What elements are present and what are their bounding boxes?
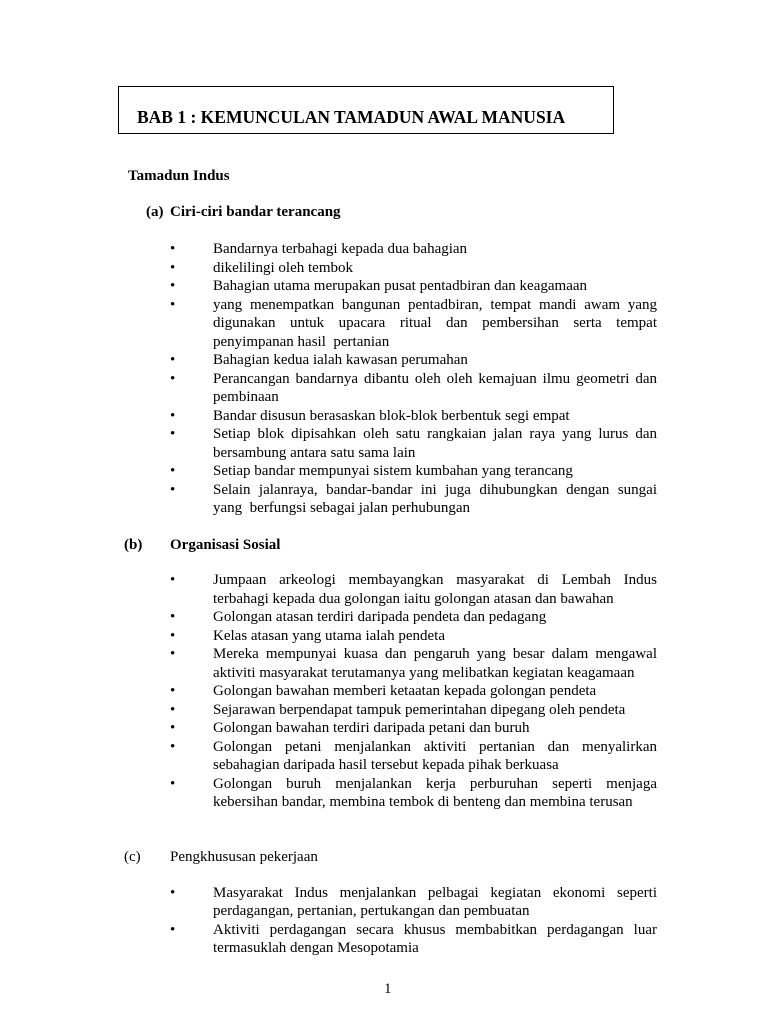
- list-item-line: Golongan buruh menjalankan kerja perburuhan seperti menjaga: [213, 775, 657, 792]
- list-item-line: dikelilingi oleh tembok: [213, 259, 353, 276]
- section-a-list: [0, 240, 768, 518]
- list-item: [0, 481, 768, 518]
- bullet-icon: •: [170, 426, 176, 442]
- list-item: [0, 921, 768, 958]
- section-title: Tamadun Indus: [128, 168, 230, 184]
- list-item: [0, 738, 768, 775]
- bullet-icon: •: [170, 370, 176, 387]
- list-item-line: Setiap bandar mempunyai sistem kumbahan yang terancang: [213, 463, 573, 479]
- list-item-line: yang menempatkan bangunan pentadbiran, tempat mandi awam yang: [213, 296, 657, 313]
- list-item-line: termasuklah dengan Mesopotamia: [213, 940, 419, 956]
- list-item: [0, 296, 768, 352]
- section-c-marker: (c): [124, 849, 141, 865]
- list-item-line: Setiap blok dipisahkan oleh satu rangkaian jalan raya yang lurus dan: [213, 426, 657, 442]
- list-item-line: bersambung antara satu sama lain: [213, 444, 416, 461]
- list-item-line: Mereka mempunyai kuasa dan pengaruh yang besar dalam mengawal: [213, 646, 657, 662]
- list-item: [0, 571, 768, 608]
- list-item-line: terbahagi kepada dua golongan iaitu golongan atasan dan bawahan: [213, 590, 614, 607]
- list-item-line: sebahagian daripada hasil tersebut kepada pihak berkuasa: [213, 757, 559, 773]
- bullet-icon: •: [170, 407, 176, 424]
- list-item-line: perdagangan, pertanian, pertukangan dan pembuatan: [213, 903, 530, 919]
- list-item-line: Bandar disusun berasaskan blok-blok berbentuk segi empat: [213, 407, 570, 424]
- list-item: [0, 277, 768, 296]
- list-item-line: Bahagian utama merupakan pusat pentadbiran dan keagamaan: [213, 278, 588, 294]
- list-item-line: Bahagian kedua ialah kawasan perumahan: [213, 352, 468, 368]
- bullet-icon: •: [170, 259, 176, 276]
- list-item: [0, 240, 768, 259]
- section-b-heading: Organisasi Sosial: [170, 537, 281, 553]
- bullet-icon: •: [170, 627, 176, 644]
- bullet-icon: •: [170, 481, 176, 498]
- section-c-list: [0, 884, 768, 958]
- list-item-line: Golongan atasan terdiri daripada pendeta dan pedagang: [213, 609, 547, 625]
- bullet-icon: •: [170, 463, 176, 479]
- section-b-list: [0, 571, 768, 812]
- section-a-heading: Ciri-ciri bandar terancang: [170, 204, 341, 220]
- list-item: [0, 370, 768, 407]
- list-item: [0, 462, 768, 481]
- list-item-line: yang berfungsi sebagai jalan perhubungan: [213, 500, 470, 516]
- section-a-marker: (a): [146, 204, 164, 220]
- list-item: [0, 682, 768, 701]
- list-item: [0, 701, 768, 720]
- bullet-icon: •: [170, 701, 176, 718]
- list-item-line: Jumpaan arkeologi membayangkan masyarakat di Lembah Indus: [213, 572, 657, 588]
- bullet-icon: •: [170, 572, 176, 588]
- list-item-line: Golongan petani menjalankan aktiviti pertanian dan menyalirkan: [213, 738, 657, 755]
- page-number: 1: [384, 981, 392, 997]
- chapter-title-box: [118, 86, 614, 134]
- list-item: [0, 719, 768, 738]
- list-item-line: penyimpanan hasil pertanian: [213, 333, 390, 350]
- list-item-line: Masyarakat Indus menjalankan pelbagai kegiatan ekonomi seperti: [213, 884, 657, 901]
- list-item-line: digunakan untuk upacara ritual dan pembersihan serta tempat: [213, 315, 657, 331]
- bullet-icon: •: [170, 352, 176, 368]
- bullet-icon: •: [170, 296, 176, 313]
- list-item-line: Perancangan bandarnya dibantu oleh oleh kemajuan ilmu geometri dan: [213, 370, 657, 387]
- list-item: [0, 259, 768, 278]
- list-item: [0, 627, 768, 646]
- bullet-icon: •: [170, 646, 176, 662]
- list-item-line: Aktiviti perdagangan secara khusus membabitkan perdagangan luar: [213, 921, 657, 938]
- list-item-line: Sejarawan berpendapat tampuk pemerintahan dipegang oleh pendeta: [213, 701, 626, 718]
- list-item: [0, 775, 768, 812]
- section-b-marker: (b): [124, 537, 143, 553]
- list-item: [0, 407, 768, 426]
- section-c-heading: Pengkhususan pekerjaan: [170, 849, 318, 865]
- list-item-line: aktiviti masyarakat terutamanya yang melibatkan kegiatan keagamaan: [213, 664, 635, 681]
- list-item-line: Golongan bawahan memberi ketaatan kepada golongan pendeta: [213, 683, 597, 699]
- bullet-icon: •: [170, 884, 176, 901]
- list-item-line: Selain jalanraya, bandar-bandar ini juga dihubungkan dengan sungai: [213, 481, 657, 498]
- bullet-icon: •: [170, 241, 176, 257]
- bullet-icon: •: [170, 609, 176, 625]
- chapter-title: BAB 1 : KEMUNCULAN TAMADUN AWAL MANUSIA: [137, 107, 566, 127]
- list-item: [0, 645, 768, 682]
- bullet-icon: •: [170, 921, 176, 938]
- list-item: [0, 608, 768, 627]
- list-item-line: pembinaan: [213, 389, 279, 405]
- list-item-line: Golongan bawahan terdiri daripada petani dan buruh: [213, 720, 530, 736]
- list-item: [0, 425, 768, 462]
- list-item-line: Kelas atasan yang utama ialah pendeta: [213, 627, 445, 644]
- list-item: [0, 884, 768, 921]
- bullet-icon: •: [170, 775, 176, 792]
- bullet-icon: •: [170, 738, 176, 755]
- bullet-icon: •: [170, 278, 176, 294]
- bullet-icon: •: [170, 683, 176, 699]
- list-item: [0, 351, 768, 370]
- bullet-icon: •: [170, 720, 176, 736]
- list-item-line: Bandarnya terbahagi kepada dua bahagian: [213, 241, 468, 257]
- list-item-line: kebersihan bandar, membina tembok di benteng dan membina terusan: [213, 794, 633, 810]
